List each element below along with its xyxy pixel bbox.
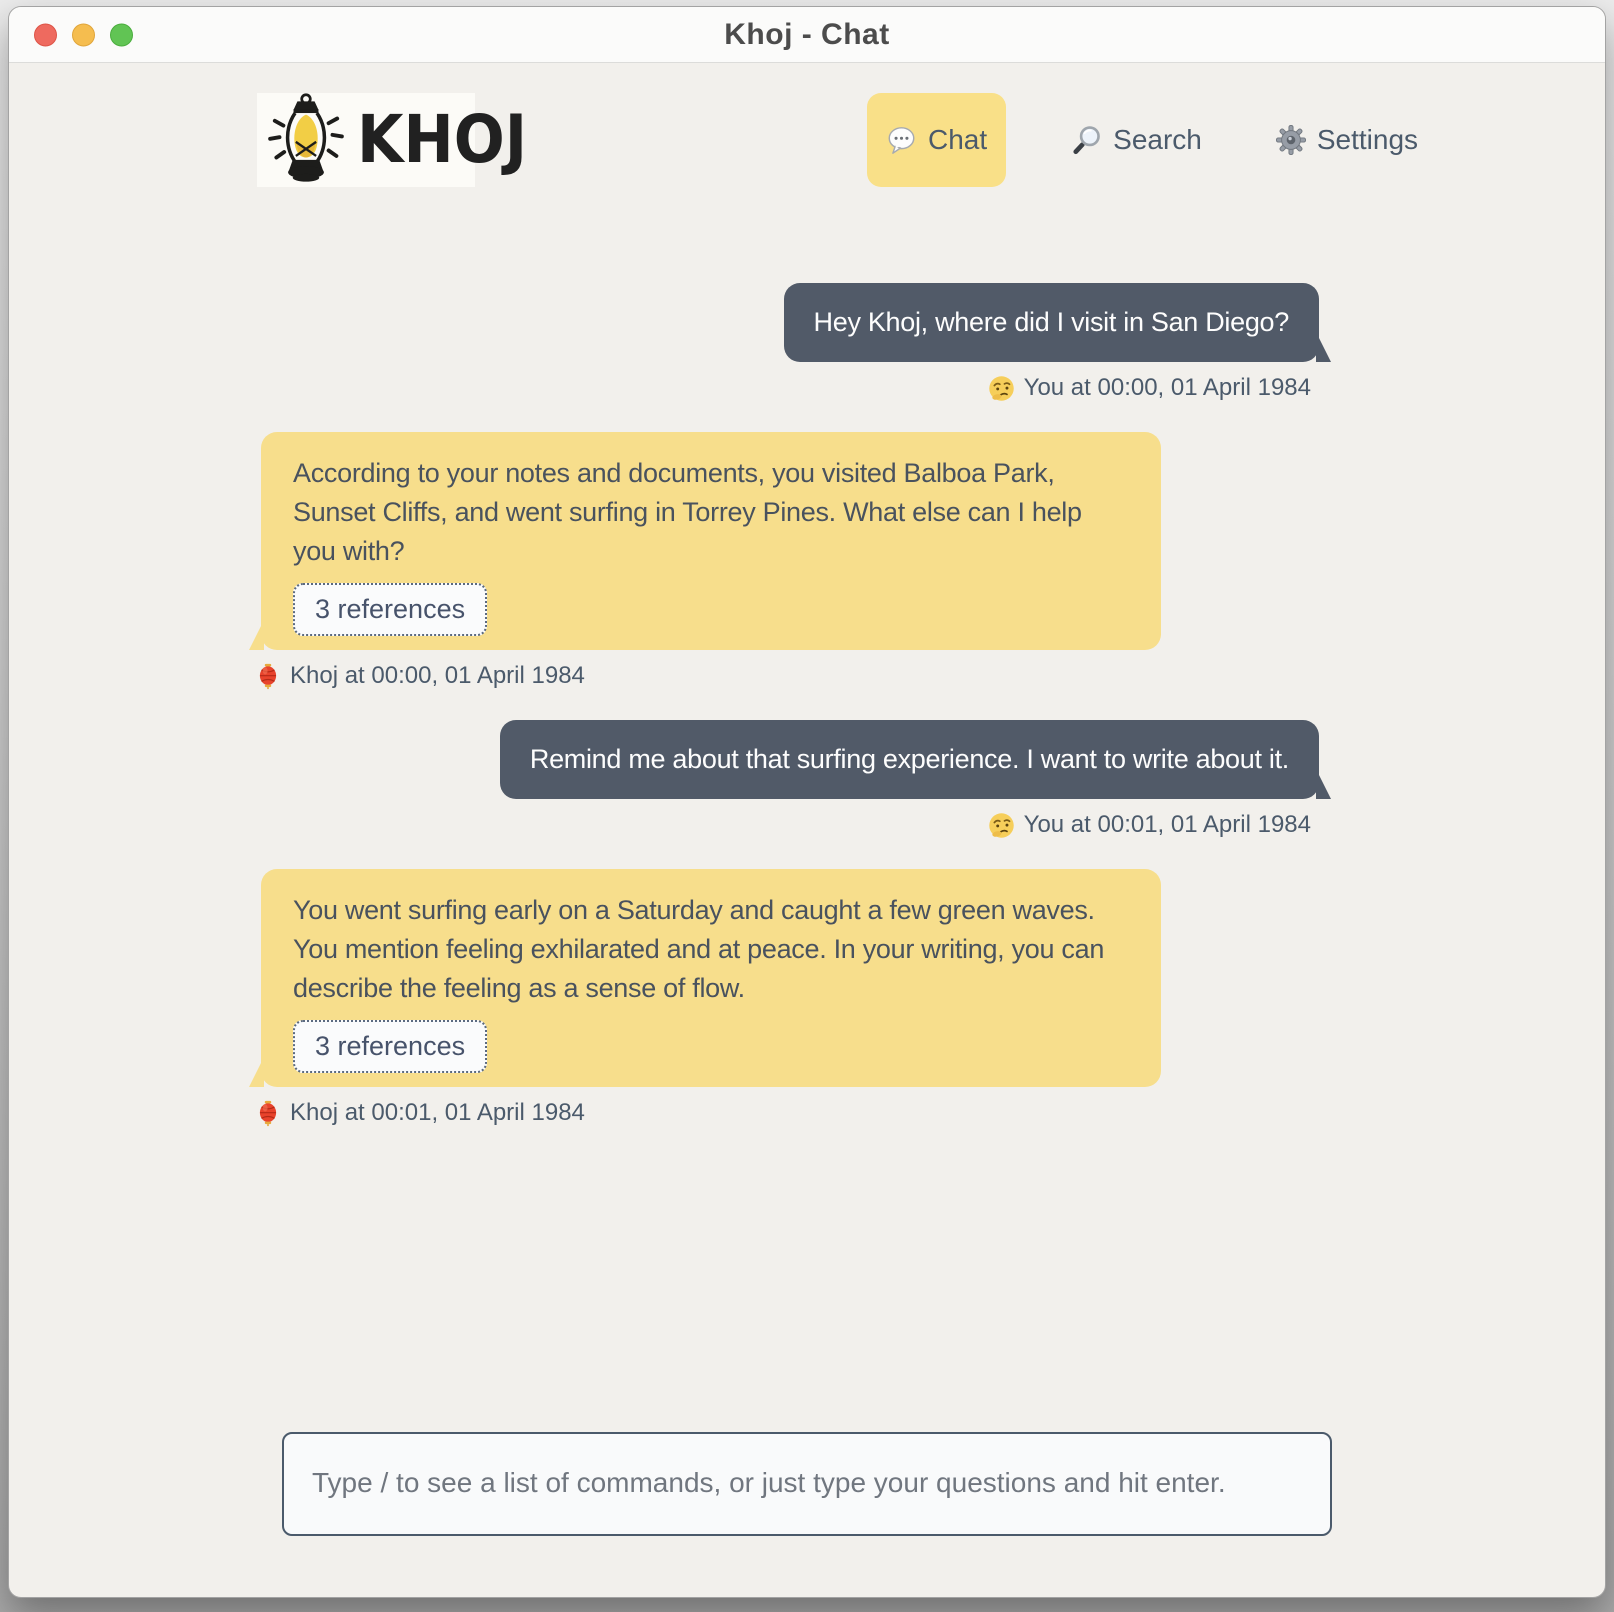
- red-lantern-icon: [255, 1100, 281, 1127]
- main-nav: [867, 93, 1418, 187]
- tab-settings[interactable]: [1276, 124, 1418, 156]
- zoom-button[interactable]: [110, 23, 133, 46]
- tab-search-label: Search: [1113, 124, 1202, 155]
- message-meta-text: Khoj at 00:00, 01 April 1984: [290, 662, 585, 689]
- khoj-message-bubble: [261, 432, 1161, 650]
- chat-history: [261, 283, 1319, 1157]
- tab-settings-label: Settings: [1316, 124, 1419, 155]
- references-button[interactable]: 3 references: [293, 583, 487, 636]
- message-meta: [255, 662, 585, 690]
- message-meta-text: You at 00:01, 01 April 1984: [1023, 811, 1311, 838]
- user-message-bubble: Hey Khoj, where did I visit in San Diego?: [784, 283, 1319, 362]
- chat-input[interactable]: [282, 1432, 1332, 1536]
- khoj-message-text: You went surfing early on a Saturday and caught a few green waves. You mention feeling exhilarated and at peace. In your writing, you can describe the feeling as a sense of flow.: [293, 895, 1105, 1003]
- app-window: [8, 6, 1606, 1598]
- message-meta: [988, 811, 1311, 839]
- red-lantern-icon: [255, 663, 281, 690]
- close-button[interactable]: [34, 23, 57, 46]
- thinking-face-icon: [988, 375, 1015, 402]
- tab-chat-label: Chat: [928, 124, 988, 155]
- logo-wordmark: KHOJ: [357, 101, 528, 179]
- user-message-bubble: Remind me about that surfing experience. I want to write about it.: [500, 720, 1319, 799]
- tab-search[interactable]: [1072, 124, 1202, 156]
- window-titlebar: [9, 7, 1605, 63]
- magnifier-icon: [1072, 125, 1102, 155]
- message-meta-text: Khoj at 00:01, 01 April 1984: [290, 1099, 585, 1126]
- traffic-lights: [34, 23, 133, 46]
- message-meta: [988, 374, 1311, 402]
- khoj-message-text: According to your notes and documents, you visited Balboa Park, Sunset Cliffs, and went surfing in Torrey Pines. What else can I help you with?: [293, 458, 1082, 566]
- chat-message-user: [261, 720, 1319, 839]
- gear-icon: [1276, 125, 1306, 155]
- lantern-logo-icon: [263, 92, 349, 189]
- thinking-face-icon: [988, 812, 1015, 839]
- khoj-logo[interactable]: [257, 93, 528, 187]
- minimize-button[interactable]: [72, 23, 95, 46]
- tab-chat[interactable]: [867, 93, 1006, 187]
- chat-message-khoj: [261, 869, 1319, 1127]
- chat-message-khoj: [261, 432, 1319, 690]
- khoj-message-bubble: [261, 869, 1161, 1087]
- app-content: [9, 63, 1605, 1597]
- chat-message-user: [261, 283, 1319, 402]
- window-title: Khoj - Chat: [724, 17, 890, 51]
- speech-balloon-icon: [886, 126, 917, 155]
- chat-input-area: [282, 1432, 1332, 1541]
- references-button[interactable]: 3 references: [293, 1020, 487, 1073]
- message-meta: [255, 1099, 585, 1127]
- message-meta-text: You at 00:00, 01 April 1984: [1023, 374, 1311, 401]
